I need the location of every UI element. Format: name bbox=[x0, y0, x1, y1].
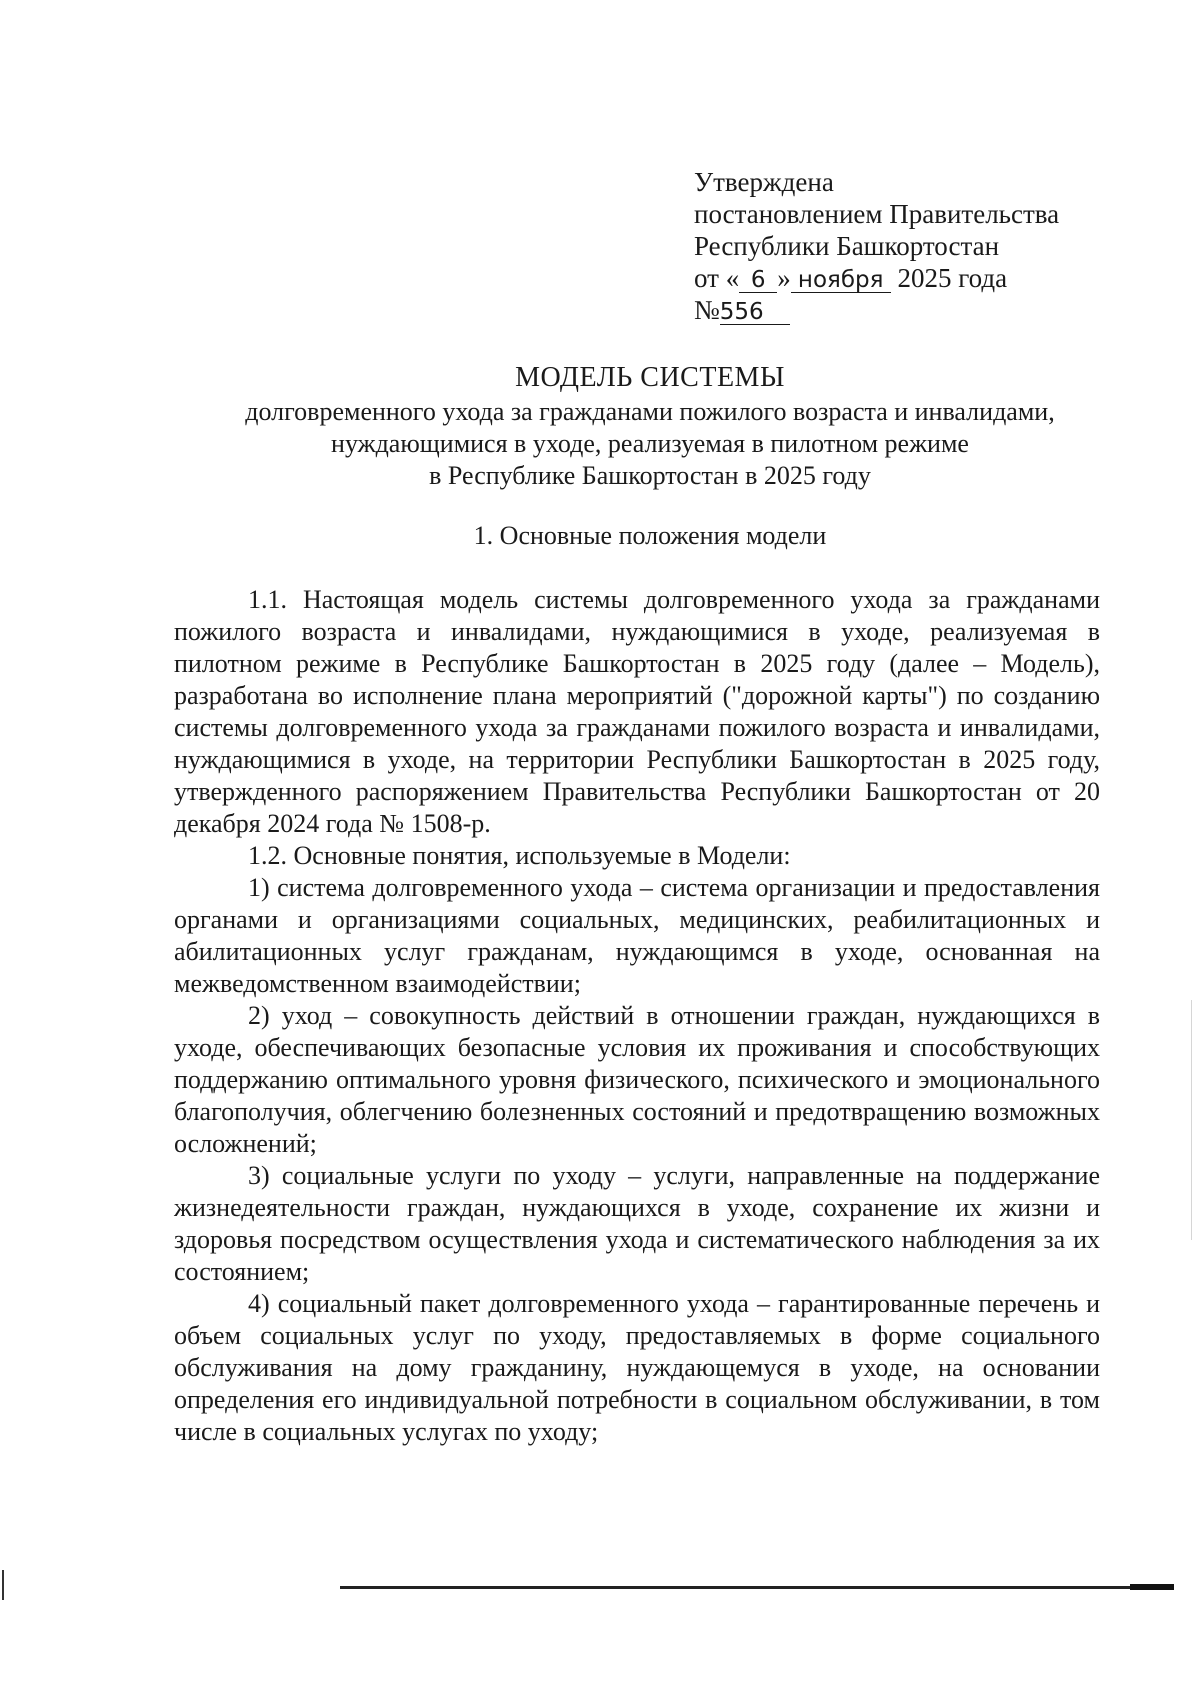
definition-1: 1) система долговременного ухода – система организации и предоставления органами и организациями социальных, медицинских, реабилитационных и абилитационных услуг гражданам, нуждающимся в уходе, основанная на межведомственном взаимодействии; bbox=[174, 873, 1100, 998]
document-body bbox=[174, 584, 1100, 1448]
document-title-block bbox=[170, 360, 1130, 492]
approval-block bbox=[694, 166, 1059, 326]
number-prefix: № bbox=[694, 295, 720, 325]
footer-rule-end bbox=[1130, 1584, 1174, 1590]
document-subtitle-line-1: долговременного ухода за гражданами пожилого возраста и инвалидами, bbox=[245, 397, 1055, 426]
section-heading: 1. Основные положения модели bbox=[473, 521, 827, 550]
date-suffix: 2025 года bbox=[897, 263, 1008, 293]
handwritten-day: 6 bbox=[739, 268, 777, 293]
scan-edge-mark bbox=[2, 1570, 4, 1600]
approval-line-approved: Утверждена bbox=[694, 167, 834, 197]
definition-2: 2) уход – совокупность действий в отношении граждан, нуждающихся в уходе, обеспечивающих безопасные условия их проживания и способствующих поддержанию оптимального уровня физического, психического и эмоционального благополучия, облегчению болезненных состояний и предотвращению возможных осложнений; bbox=[174, 1001, 1100, 1158]
handwritten-number: 556 bbox=[720, 300, 790, 325]
footer-rule bbox=[340, 1586, 1174, 1589]
approval-date-line bbox=[694, 262, 1059, 294]
approval-line-republic: Республики Башкортостан bbox=[694, 231, 1000, 261]
paragraph-1-1: 1.1. Настоящая модель системы долговременного ухода за гражданами пожилого возраста и инвалидами, нуждающимися в уходе, реализуемая в пилотном режиме в Республике Башкортостан в 2025 году (далее – Модель), разработана во исполнение плана мероприятий ("дорожной карты") по созданию системы долговременного ухода за гражданами пожилого возраста и инвалидами, нуждающимися в уходе, на территории Республики Башкортостан в 2025 году, утвержденного распоряжением Правительства Республики Башкортостан от 20 декабря 2024 года № 1508-р. bbox=[174, 585, 1100, 838]
approval-line-resolution: постановлением Правительства bbox=[694, 199, 1060, 229]
document-subtitle-line-3: в Республике Башкортостан в 2025 году bbox=[429, 461, 871, 490]
document-title: МОДЕЛЬ СИСТЕМЫ bbox=[515, 362, 785, 393]
document-subtitle-line-2: нуждающимися в уходе, реализуемая в пилотном режиме bbox=[331, 429, 969, 458]
definition-3: 3) социальные услуги по уходу – услуги, направленные на поддержание жизнедеятельности граждан, нуждающихся в уходе, сохранение их жизни и здоровья посредством осуществления ухода и систематического наблюдения за их состоянием; bbox=[174, 1161, 1100, 1286]
date-mid: » bbox=[777, 263, 791, 293]
definition-4: 4) социальный пакет долговременного ухода – гарантированные перечень и объем социальных услуг по уходу, предоставляемых в форме социального обслуживания на дому гражданину, нуждающемуся в уходе, на основании определения его индивидуальной потребности в социальном обслуживании, в том числе в социальных услугах по уходу; bbox=[174, 1289, 1100, 1446]
handwritten-month: ноября bbox=[791, 268, 891, 293]
paragraph-1-2: 1.2. Основные понятия, используемые в Модели: bbox=[248, 841, 791, 870]
scan-edge-right-mark bbox=[1191, 1000, 1192, 1240]
approval-number-line bbox=[694, 294, 1059, 326]
date-prefix: от « bbox=[694, 263, 740, 293]
